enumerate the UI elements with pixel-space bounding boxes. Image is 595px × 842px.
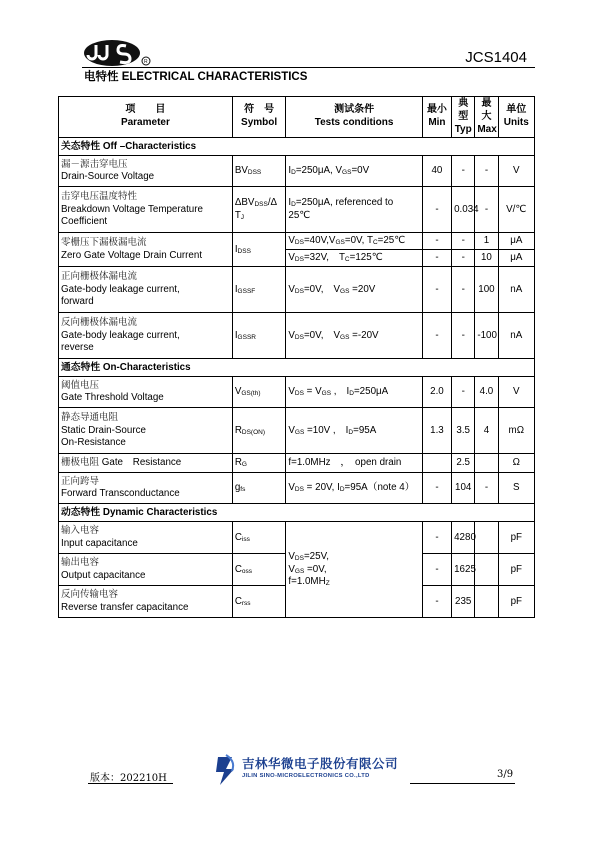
table-row: 反向栅极体漏电流 Gate-body leakage current, reverse $I_{GSSR}$ $V_{DS}=0V$, $V_{GS} =-20V$ - - -100 nA [59, 313, 535, 359]
svg-text:R: R [144, 59, 148, 65]
category-off: 关态特性 Off –Characteristics [59, 138, 535, 156]
version-label: 版本：202210H [90, 773, 167, 784]
category-dynamic: 动态特性 Dynamic Characteristics [59, 504, 535, 522]
page-number: 3/9 [497, 769, 514, 780]
col-units: 单位 Units [498, 97, 534, 138]
col-conditions: 测试条件 Tests conditions [286, 97, 422, 138]
col-min: 最小 Min [422, 97, 451, 138]
table-row: 正向栅极体漏电流 Gate-body leakage current, forward $I_{GSSF}$ $V_{DS}=0V$, $V_{GS} =20V$ - - 100 nA [59, 267, 535, 313]
company-logo-icon [82, 37, 152, 69]
footer-rule-right [410, 783, 515, 784]
part-number: JCS1404 [465, 49, 527, 66]
table-row: 零栅压下漏极漏电流 Zero Gate Voltage Drain Current $I_{DSS}$ $V_{DS}=40V,V_{GS}=0V$, $T_C=25℃$ - - 1 μA [59, 233, 535, 250]
company-name-en: JILIN SINO-MICROELECTRONICS CO.,LTD [242, 773, 370, 779]
table-row: 漏－源击穿电压 Drain-Source Voltage $BV_{DSS}$ $I_D=250\mu A$, $V_{GS}=0V$ 40 - - V [59, 156, 535, 187]
table-header-row [59, 97, 535, 138]
col-parameter: 项 目 Parameter [59, 97, 233, 138]
table-row: 输入电容 Input capacitance $C_{iss}$ $V_{DS}=25V$, $V_{GS} =0V$, $f=1.0MH_Z$ - 4280 pF [59, 522, 535, 554]
company-name-zh: 吉林华微电子股份有限公司 [242, 757, 399, 771]
table-row: 栅极电阻 Gate Resistance $R_G$ f=1.0MHz ， open drain 2.5 Ω [59, 454, 535, 473]
col-typ: 典型 Typ [452, 97, 475, 138]
table-row: 正向跨导 Forward Transconductance $g_{fs}$ $V_{DS} = 20V$, $I_D=95A(note$ 4） - 104 - S [59, 473, 535, 504]
table-row: 击穿电压温度特性 Breakdown Voltage Temperature Coefficient $\Delta BV_{DSS}/\Delta$ $T_J$ $I_D=250\mu A$, referenced to 25℃ - 0.034 - V/℃ [59, 187, 535, 233]
section-title: 电特性 ELECTRICAL CHARACTERISTICS [84, 71, 308, 83]
electrical-characteristics-table [58, 96, 535, 618]
table-row: 反向传输电容 Reverse transfer capacitance $C_{rss}$ - 235 pF [59, 586, 535, 618]
table-row: 静态导通电阻 Static Drain-Source On-Resistance $R_{DS(ON)}$ $V_{GS} =10V$ , $I_D=95A$ 1.3 3.5 4 mΩ [59, 408, 535, 454]
table-row: $V_{DS}=32V$, $T_C=125℃$ - - 10 μA [59, 250, 535, 267]
table-row: 输出电容 Output capacitance $C_{oss}$ - 1625 pF [59, 554, 535, 586]
footer-rule-left [88, 783, 173, 784]
category-on: 通态特性 On-Characteristics [59, 359, 535, 377]
col-symbol: 符 号 Symbol [232, 97, 286, 138]
col-max: 最大 Max [475, 97, 498, 138]
table-row: 阈值电压 Gate Threshold Voltage $V_{GS(th)}$ $V_{DS} = V_{GS}$ , $I_D=250\mu A$ 2.0 - 4.0 V [59, 377, 535, 408]
